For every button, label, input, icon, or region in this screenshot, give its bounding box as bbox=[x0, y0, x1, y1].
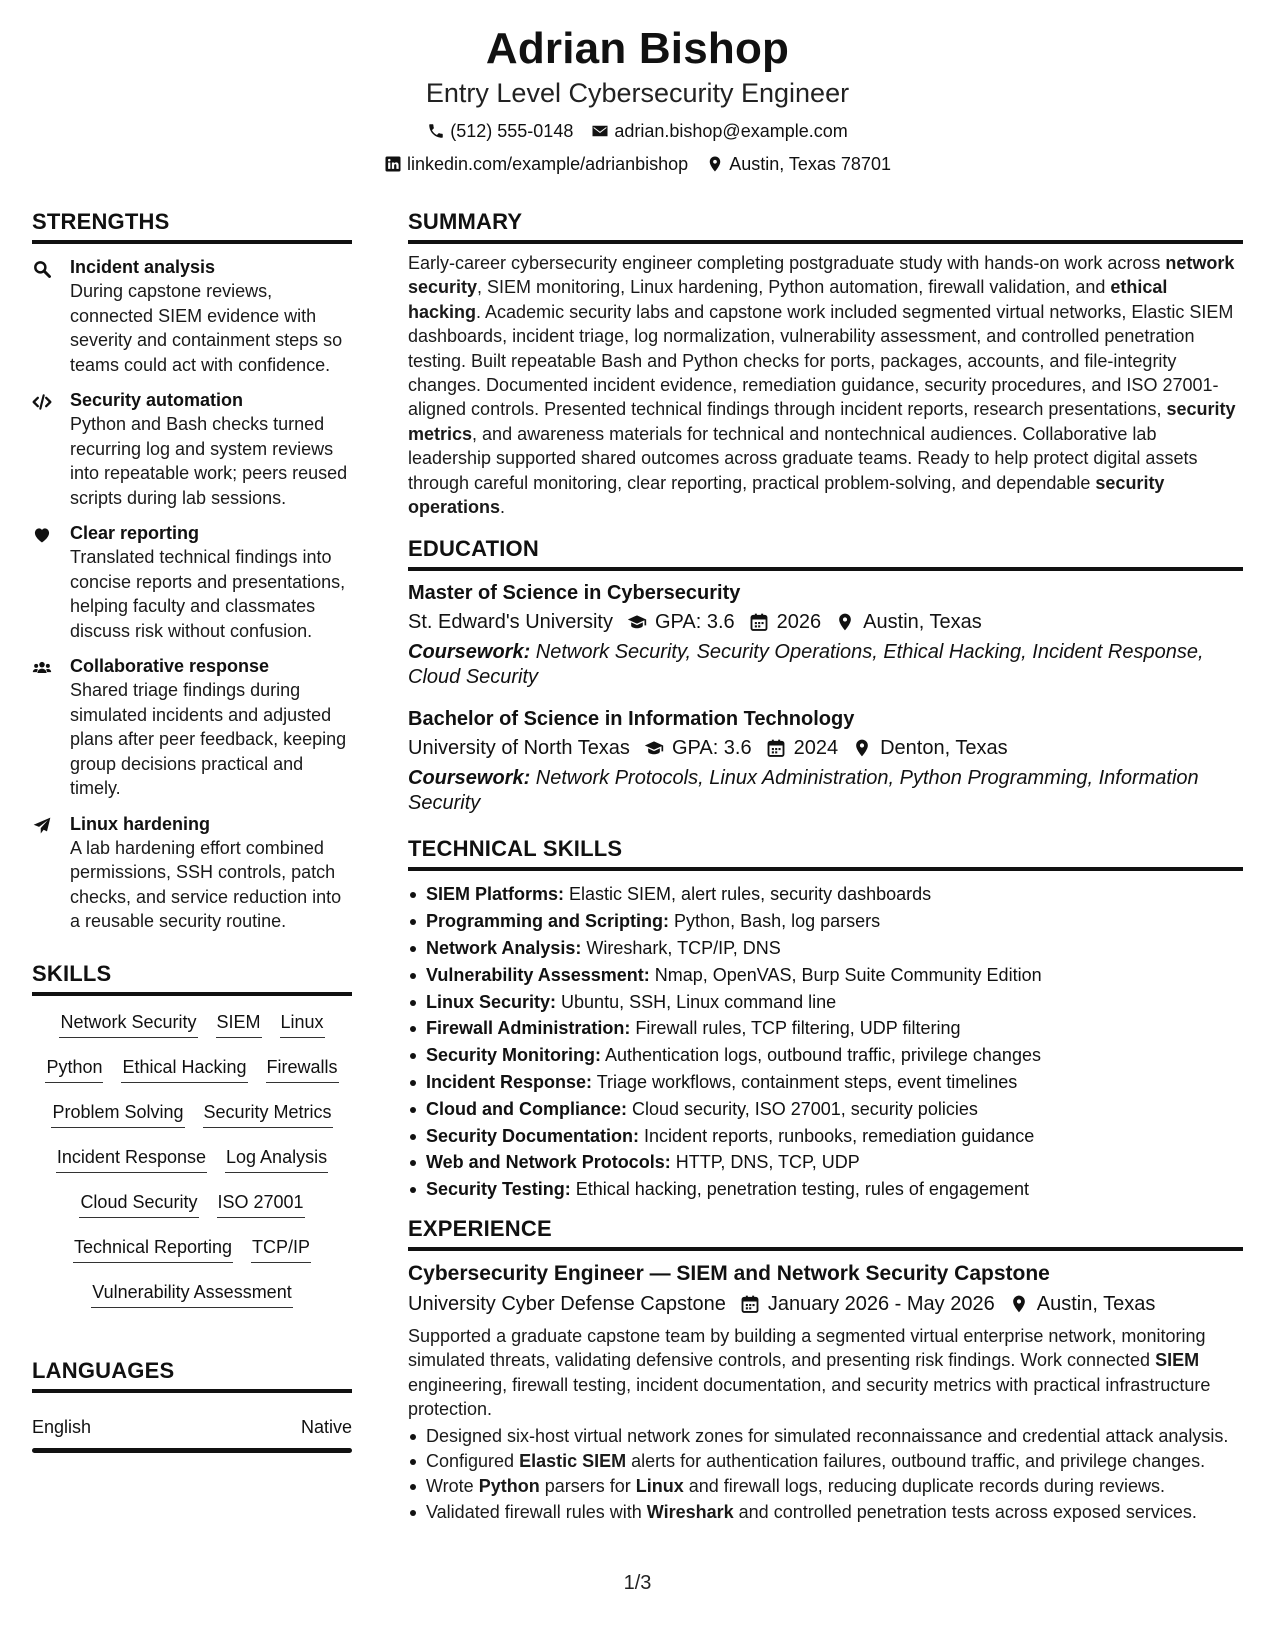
strength-item bbox=[32, 256, 352, 377]
skill-tag: Cloud Security bbox=[79, 1190, 198, 1218]
education-entry bbox=[408, 580, 1243, 689]
list-item: Vulnerability Assessment: Nmap, OpenVAS, Burp Suite Community Edition bbox=[408, 962, 1243, 989]
skill-tag: Vulnerability Assessment bbox=[91, 1280, 292, 1308]
list-item: Incident Response: Triage workflows, containment steps, event timelines bbox=[408, 1069, 1243, 1096]
experience-heading: EXPERIENCE bbox=[408, 1216, 552, 1242]
strength-desc: Translated technical findings into concise reports and presentations, helping faculty and classmates discuss risk without confusion. bbox=[70, 547, 346, 641]
skill-tag: Problem Solving bbox=[51, 1100, 184, 1128]
strength-item bbox=[32, 655, 352, 801]
technical-skills-list bbox=[408, 881, 1243, 1203]
linkedin-contact[interactable] bbox=[384, 151, 688, 177]
job-title: Cybersecurity Engineer — SIEM and Network Security Capstone bbox=[408, 1262, 1050, 1286]
section-divider bbox=[408, 240, 1243, 244]
heart-icon bbox=[32, 525, 52, 545]
strength-desc: Python and Bash checks turned recurring log and system reviews into repeatable work; peers reused scripts during lab sessions. bbox=[70, 414, 348, 508]
skill-tag: Security Metrics bbox=[203, 1100, 333, 1128]
strength-desc: Shared triage findings during simulated incidents and adjusted plans after peer feedback, keeping group decisions practical and timely. bbox=[70, 680, 347, 798]
strength-desc: A lab hardening effort combined permissions, SSH controls, patch checks, and service reduction into a reusable security routine. bbox=[70, 837, 342, 931]
paper-plane-icon bbox=[32, 816, 52, 836]
strength-title: Security automation bbox=[70, 390, 244, 410]
list-item: Firewall Administration: Firewall rules, TCP filtering, UDP filtering bbox=[408, 1015, 1243, 1042]
skill-tag: Python bbox=[45, 1055, 103, 1083]
job-bullets bbox=[408, 1424, 1243, 1525]
contact-row-1 bbox=[0, 118, 1275, 144]
skill-tag: Linux bbox=[280, 1010, 325, 1038]
list-item: Designed six-host virtual network zones for simulated reconnaissance and credential attack analysis. bbox=[408, 1424, 1243, 1448]
skill-tag: Log Analysis bbox=[225, 1145, 328, 1173]
strength-item bbox=[32, 813, 352, 934]
map-pin-icon bbox=[852, 738, 872, 758]
degree-title: Bachelor of Science in Information Technology bbox=[408, 708, 855, 731]
summary-text: Early-career cybersecurity engineer completing postgraduate study with hands-on work across network security, SIEM monitoring, Linux hardening, Python automation, firewall validation, and ethical hacking. Academic security labs and capstone work included segmented virtual networks, Elastic SIEM dashboards, incident triage, log normalization, vulnerability assessment, and controlled penetration testing. Built repeatable Bash and Python checks for ports, packages, accounts, and file-integrity changes. Documented incident evidence, remediation guidance, security procedures, and ISO 27001-aligned controls. Presented technical findings through incident reports, research presentations, security metrics, and awareness materials for technical and nontechnical audiences. Collaborative lab leadership supported shared outcomes across graduate teams. Ready to help protect digital assets through careful monitoring, clear reporting, practical problem-solving, and dependable security operations. bbox=[408, 253, 1236, 518]
graduation-cap-icon bbox=[644, 738, 664, 758]
school-name: St. Edward's University bbox=[408, 611, 613, 634]
language-level: Native bbox=[300, 1416, 352, 1437]
strength-item bbox=[32, 522, 352, 643]
list-item: Validated firewall rules with Wireshark and controlled penetration tests across exposed services. bbox=[408, 1500, 1243, 1524]
skill-tag: SIEM bbox=[216, 1010, 262, 1038]
skill-tag: Network Security bbox=[59, 1010, 197, 1038]
education-entry bbox=[408, 706, 1243, 815]
summary-heading: SUMMARY bbox=[408, 209, 523, 234]
skill-tag: Technical Reporting bbox=[73, 1235, 233, 1263]
candidate-name: Adrian Bishop bbox=[485, 24, 790, 73]
skills-heading: SKILLS bbox=[32, 960, 112, 986]
gpa: GPA: 3.6 bbox=[671, 737, 752, 760]
strength-title: Collaborative response bbox=[70, 656, 270, 676]
location-contact bbox=[706, 151, 891, 177]
strength-desc: During capstone reviews, connected SIEM evidence with severity and containment steps so teams could act with confidence. bbox=[70, 281, 343, 375]
section-divider bbox=[32, 240, 352, 244]
skill-tag: TCP/IP bbox=[251, 1235, 311, 1263]
graduation-year: 2026 bbox=[776, 611, 822, 634]
skill-tag: Firewalls bbox=[266, 1055, 339, 1083]
list-item: Security Monitoring: Authentication logs, outbound traffic, privilege changes bbox=[408, 1042, 1243, 1069]
linkedin-icon bbox=[384, 155, 402, 173]
search-icon bbox=[32, 259, 52, 279]
job-location: Austin, Texas bbox=[1036, 1293, 1156, 1316]
list-item: Web and Network Protocols: HTTP, DNS, TCP, UDP bbox=[408, 1149, 1243, 1176]
job-dates: January 2026 - May 2026 bbox=[767, 1293, 995, 1316]
education-meta bbox=[408, 734, 1243, 762]
resume-header bbox=[0, 22, 1275, 177]
skills-tag-list bbox=[32, 1010, 352, 1325]
languages-heading: LANGUAGES bbox=[32, 1357, 175, 1383]
phone-contact bbox=[427, 118, 573, 144]
calendar-icon bbox=[766, 738, 786, 758]
map-pin-icon bbox=[1009, 1294, 1029, 1314]
language-name: English bbox=[32, 1416, 92, 1437]
gpa: GPA: 3.6 bbox=[655, 611, 735, 634]
candidate-title: Entry Level Cybersecurity Engineer bbox=[425, 78, 850, 108]
list-item: Programming and Scripting: Python, Bash, log parsers bbox=[408, 908, 1243, 935]
envelope-icon bbox=[591, 122, 609, 140]
list-item: Linux Security: Ubuntu, SSH, Linux command line bbox=[408, 989, 1243, 1016]
page-number: 1/3 bbox=[623, 1572, 652, 1594]
calendar-icon bbox=[740, 1294, 760, 1314]
graduation-cap-icon bbox=[627, 612, 647, 632]
linkedin-url[interactable]: linkedin.com/example/adrianbishop bbox=[407, 154, 689, 174]
map-pin-icon bbox=[835, 612, 855, 632]
education-meta bbox=[408, 608, 1243, 636]
phone-number: (512) 555-0148 bbox=[450, 121, 574, 141]
map-pin-icon bbox=[706, 155, 724, 173]
email-address[interactable]: adrian.bishop@example.com bbox=[614, 121, 848, 141]
list-item: Cloud and Compliance: Cloud security, ISO 27001, security policies bbox=[408, 1096, 1243, 1123]
section-divider bbox=[32, 992, 352, 996]
language-row bbox=[32, 1415, 352, 1439]
calendar-icon bbox=[749, 612, 769, 632]
skill-tag: Ethical Hacking bbox=[121, 1055, 247, 1083]
list-item: Configured Elastic SIEM alerts for authentication failures, outbound traffic, and privilege changes. bbox=[408, 1449, 1243, 1473]
list-item: Network Analysis: Wireshark, TCP/IP, DNS bbox=[408, 935, 1243, 962]
school-location: Denton, Texas bbox=[880, 737, 1008, 760]
degree-title: Master of Science in Cybersecurity bbox=[408, 582, 741, 605]
section-divider bbox=[32, 1389, 352, 1393]
left-column bbox=[32, 208, 352, 1453]
technical-skills-heading: TECHNICAL SKILLS bbox=[408, 836, 623, 862]
skill-tag: Incident Response bbox=[56, 1145, 207, 1173]
strengths-list bbox=[32, 256, 352, 934]
language-level-bar bbox=[32, 1448, 352, 1453]
list-item: Wrote Python parsers for Linux and firewall logs, reducing duplicate records during reviews. bbox=[408, 1474, 1243, 1498]
email-contact[interactable] bbox=[591, 118, 847, 144]
section-divider bbox=[408, 567, 1243, 571]
strength-title: Incident analysis bbox=[70, 257, 216, 277]
graduation-year: 2024 bbox=[793, 737, 839, 760]
phone-icon bbox=[427, 122, 445, 140]
school-location: Austin, Texas bbox=[863, 611, 982, 634]
section-divider bbox=[408, 867, 1243, 871]
section-divider bbox=[408, 1247, 1243, 1251]
job-meta bbox=[408, 1290, 1243, 1318]
right-column bbox=[408, 208, 1243, 1525]
users-icon bbox=[32, 658, 52, 678]
strengths-heading: STRENGTHS bbox=[32, 209, 170, 234]
school-name: University of North Texas bbox=[408, 737, 630, 760]
strength-item bbox=[32, 389, 352, 510]
code-icon bbox=[32, 392, 52, 412]
list-item: Security Documentation: Incident reports, runbooks, remediation guidance bbox=[408, 1123, 1243, 1150]
strength-title: Clear reporting bbox=[70, 523, 200, 543]
organization: University Cyber Defense Capstone bbox=[408, 1293, 726, 1316]
strength-title: Linux hardening bbox=[70, 813, 211, 834]
coursework: Coursework: Network Protocols, Linux Administration, Python Programming, Information Security bbox=[408, 767, 1199, 814]
skill-tag: ISO 27001 bbox=[217, 1190, 305, 1218]
list-item: SIEM Platforms: Elastic SIEM, alert rules, security dashboards bbox=[408, 881, 1243, 908]
coursework: Coursework: Network Security, Security Operations, Ethical Hacking, Incident Response, Cloud Security bbox=[408, 641, 1204, 688]
job-description: Supported a graduate capstone team by building a segmented virtual enterprise network, monitoring simulated threats, validating defensive controls, and presenting risk findings. Work connected SIEM engineering, firewall testing, incident documentation, and security metrics with practical infrastructure protection. bbox=[408, 1326, 1211, 1420]
list-item: Security Testing: Ethical hacking, penetration testing, rules of engagement bbox=[408, 1176, 1243, 1203]
contact-row-2 bbox=[0, 151, 1275, 177]
location-text: Austin, Texas 78701 bbox=[729, 154, 891, 174]
education-heading: EDUCATION bbox=[408, 536, 539, 562]
